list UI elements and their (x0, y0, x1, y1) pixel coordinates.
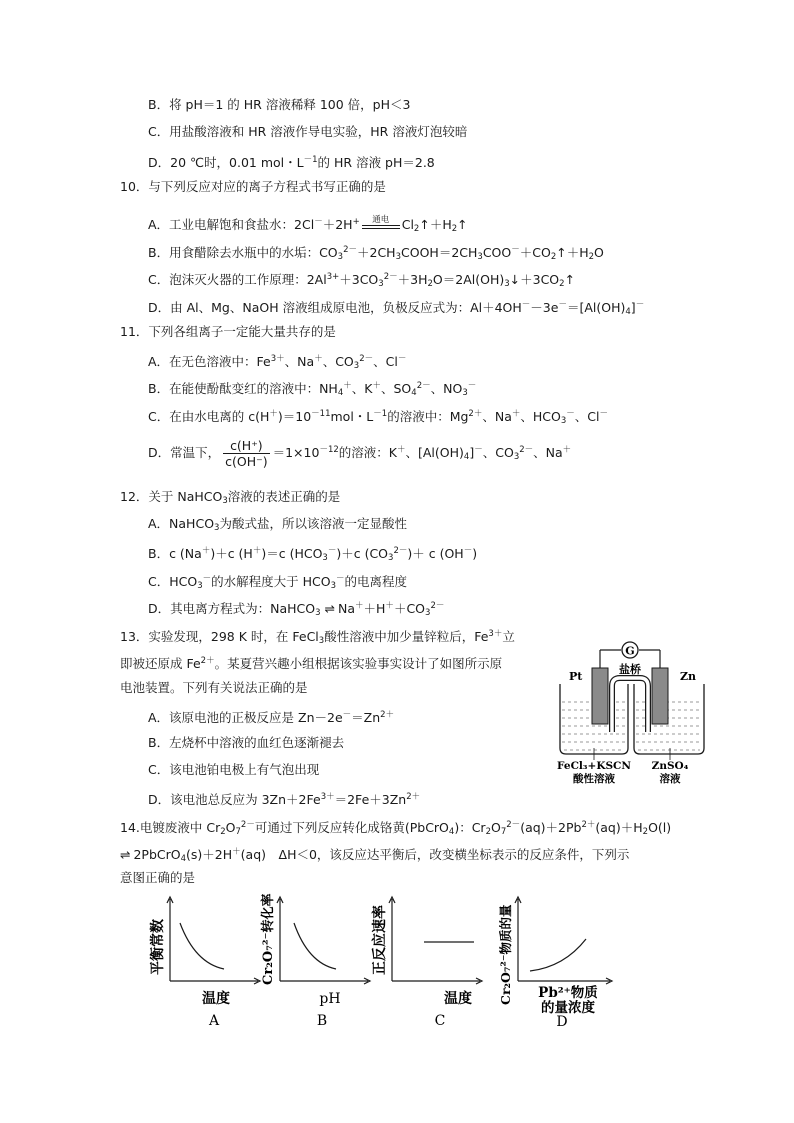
graph-b-ylabel: Cr₂O₇²⁻转化率 (261, 893, 276, 985)
q14-stem-line3: 意图正确的是 (120, 870, 196, 885)
pt-electrode (592, 668, 608, 724)
graph-d-letter: D (556, 1014, 568, 1030)
graph-c-xlabel: 温度 (444, 991, 472, 1007)
q9-option-c: C．用盐酸溶液和 HR 溶液作导电实验，HR 溶液灯泡较暗 (148, 124, 468, 139)
galvanic-cell-figure (552, 636, 712, 786)
graph-c-ylabel: 正反应速率 (372, 905, 388, 975)
electrolysis-arrow: 通电 (362, 220, 400, 232)
graph-d-xlabel-2: 的量浓度 (541, 1000, 595, 1016)
right-solution-label-2: 溶液 (659, 773, 681, 785)
q10-option-b: B．用食醋除去水瓶中的水垢：$CO_3^{2-}+2CH_3COOH=2CH_3COO^-+CO_2↑+H_2O$ (148, 245, 604, 262)
q13-option-c: C．该电池铂电极上有气泡出现 (148, 762, 320, 777)
graph-d-ylabel: Cr₂O₇²⁻物质的量 (498, 904, 513, 1005)
graph-d-xlabel: Pb²⁺物质 (538, 985, 598, 1001)
q9-option-b: B．将 pH＝1 的 HR 溶液稀释 100 倍，pH＜3 (148, 97, 411, 112)
q12-stem: 12．关于 NaHCO$_3$溶液的表述正确的是 (120, 489, 341, 506)
q14-stem-line1: 14.电镀废液中 $Cr_2O_7^{2-}$可通过下列反应转化成铬黄(PbCrO$_4$)：$Cr_2O_7^{2-}(aq)+2Pb^{2+}(aq)+H_2O(l)$ (120, 820, 672, 837)
left-solution-label-2: 酸性溶液 (573, 773, 615, 785)
graph-d (488, 893, 638, 1031)
graph-b-curve (294, 923, 336, 969)
salt-bridge (612, 678, 648, 732)
graph-b-xlabel: pH (319, 991, 341, 1007)
zn-electrode (652, 668, 668, 724)
graph-b-letter: B (316, 1013, 328, 1029)
graph-c (362, 893, 502, 1031)
q11-option-b: B．在能使酚酞变红的溶液中：$NH_4^+$、K＋、$SO_4^{2-}$、$NO_3^-$ (148, 381, 477, 398)
q10-option-c: C．泡沫灭火器的工作原理：$2Al^{3+}+3CO_3^{2-}+3H_2O=2Al(OH)_3↓+3CO_2↑$ (148, 272, 576, 289)
graph-a-curve (180, 923, 224, 969)
zn-label: Zn (680, 670, 697, 683)
galvanometer-label: G (625, 644, 635, 658)
q13-option-a: A．该原电池的正极反应是 $Zn-2e^-=Zn^{2+}$ (148, 710, 395, 725)
q12-option-a: A．NaHCO$_3$为酸式盐，所以该溶液一定显酸性 (148, 516, 407, 533)
q10-option-d: D．由 Al、Mg、NaOH 溶液组成原电池，负极反应式为：$Al+4OH^--3e^-=[Al(OH)_4]^-$ (148, 300, 645, 317)
graph-a-xlabel: 温度 (202, 991, 230, 1007)
equilibrium-arrow-2: ⇌ (120, 847, 130, 862)
q14-stem-line2: ⇌ 2PbCrO$_4$(s)＋2H＋(aq) ΔH＜0，该反应达平衡后，改变横坐标表示的反应条件，下列示 (120, 847, 630, 864)
q12-option-b: B．c (Na＋)＋c (H＋)＝c $(HCO_3^-)+c$ $(CO_3^{2-})+ c$ (OH－) (148, 546, 478, 563)
graph-a-letter: A (208, 1013, 220, 1029)
q11-option-c: C．在由水电离的 $c(H^+)=10^{-11}mol$・$L^{-1}$的溶液中：$Mg^{2+}$、Na＋、$HCO_3^-$、Cl－ (148, 409, 608, 426)
q11-option-a: A．在无色溶液中：$Fe^{3+}$、Na＋、$CO_3^{2-}$、Cl－ (148, 354, 407, 371)
graph-a-ylabel: 平衡常数 (150, 919, 166, 975)
q13-stem-line1: 13．实验发现，298 K 时，在 FeCl$_3$酸性溶液中加少量锌粒后，$Fe^{3+}$立 (120, 629, 515, 646)
right-solution-label: ZnSO₄ (651, 760, 689, 772)
q13-stem-line3: 电池装置。下列有关说法正确的是 (120, 680, 308, 695)
q12-option-c: C．$HCO_3^-$的水解程度大于 $HCO_3^-$的电离程度 (148, 574, 408, 591)
graph-c-letter: C (434, 1013, 446, 1029)
pt-label: Pt (569, 670, 583, 683)
ratio-fraction: $\frac{c(H^+)}{c(OH^-)}$ (225, 438, 268, 469)
q12-option-d: D．其电离方程式为：NaHCO$_3$ ⇌ $Na^++H^++CO_3^{2-}$ (148, 601, 445, 618)
q9-option-d: D．20 ℃时，0.01 mol・$L^{-1}$的 HR 溶液 pH＝2.8 (148, 155, 435, 170)
equilibrium-arrow: ⇌ (324, 601, 334, 616)
q10-option-a: A．工业电解饱和食盐水：2Cl－＋2H+ 通电 $Cl_2↑+H_2↑$ (148, 214, 468, 234)
salt-bridge-label: 盐桥 (619, 663, 641, 676)
q13-option-b: B．左烧杯中溶液的血红色逐渐褪去 (148, 735, 345, 750)
q13-stem-line2: 即被还原成 $Fe^{2+}$。某夏营兴趣小组根据该实验事实设计了如图所示原 (120, 656, 503, 671)
q13-option-d: D．该电池总反应为 $3Zn+2Fe^{3+}=2Fe+3Zn^{2+}$ (148, 792, 421, 807)
q11-option-d: D．常温下， $\frac{c(H^+)}{c(OH^-)}$ $=1\times 10^{-12}$的溶液：K＋、$[Al(OH)_4]^-$、$CO_3^{2-}$、Na＋ (148, 438, 572, 469)
graph-d-curve (530, 939, 586, 971)
q11-stem: 11．下列各组离子一定能大量共存的是 (120, 324, 336, 339)
left-solution-label: FeCl₃+KSCN (557, 760, 631, 772)
q10-stem: 10．与下列反应对应的离子方程式书写正确的是 (120, 179, 386, 194)
